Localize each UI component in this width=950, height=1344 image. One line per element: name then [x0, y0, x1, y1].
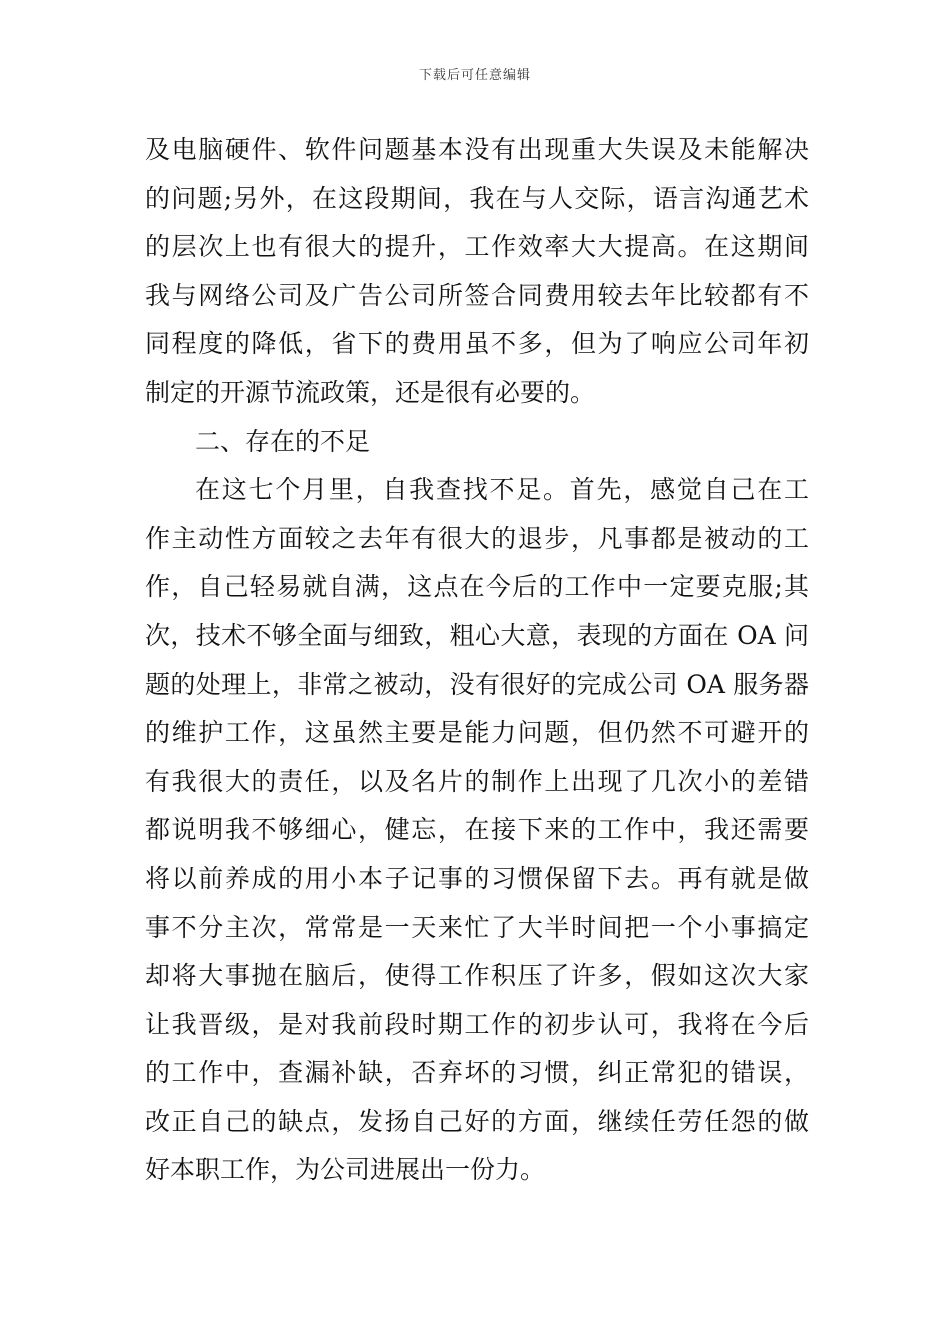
- body-line: 都说明我不够细心，健忘，在接下来的工作中，我还需要: [145, 815, 809, 845]
- body-line: 改正自己的缺点，发扬自己好的方面，继续任劳任怨的做: [145, 1106, 809, 1136]
- body-line: 及电脑硬件、软件问题基本没有出现重大失误及未能解决: [145, 135, 809, 164]
- body-line: 作，自己轻易就自满，这点在今后的工作中一定要克服;其: [145, 572, 809, 602]
- body-line: 题的处理上，非常之被动，没有很好的完成公司 OA 服务器: [145, 669, 809, 699]
- body-line: 的工作中，查漏补缺，否弃坏的习惯，纠正常犯的错误，: [145, 1058, 809, 1088]
- body-line: 的层次上也有很大的提升，工作效率大大提高。在这期间: [145, 232, 809, 262]
- body-line: 的维护工作，这虽然主要是能力问题，但仍然不可避开的: [145, 718, 809, 748]
- body-line: 却将大事抛在脑后，使得工作积压了许多，假如这次大家: [145, 961, 809, 991]
- body-line: 我与网络公司及广告公司所签合同费用较去年比较都有不: [145, 280, 809, 310]
- body-line: 将以前养成的用小本子记事的习惯保留下去。再有就是做: [145, 863, 809, 893]
- body-line: 好本职工作，为公司进展出一份力。: [145, 1155, 546, 1185]
- body-line: 让我晋级，是对我前段时期工作的初步认可，我将在今后: [145, 1009, 809, 1039]
- document-body: [145, 126, 809, 1195]
- body-line: 同程度的降低，省下的费用虽不多，但为了响应公司年初: [145, 329, 809, 359]
- section-heading: 二、存在的不足: [195, 426, 371, 456]
- body-line: 作主动性方面较之去年有很大的退步，凡事都是被动的工: [145, 523, 809, 553]
- body-line: 的问题;另外，在这段期间，我在与人交际，语言沟通艺术: [145, 183, 809, 213]
- body-line: 次，技术不够全面与细致，粗心大意，表现的方面在 OA 问: [145, 620, 809, 650]
- body-line: 制定的开源节流政策，还是很有必要的。: [145, 377, 596, 407]
- body-line: 有我很大的责任，以及名片的制作上出现了几次小的差错: [145, 766, 809, 796]
- page-header: 下载后可任意编辑: [418, 68, 531, 83]
- body-line: 事不分主次，常常是一天来忙了大半时间把一个小事搞定: [145, 912, 809, 942]
- body-line: 在这七个月里，自我查找不足。首先，感觉自己在工: [195, 475, 809, 505]
